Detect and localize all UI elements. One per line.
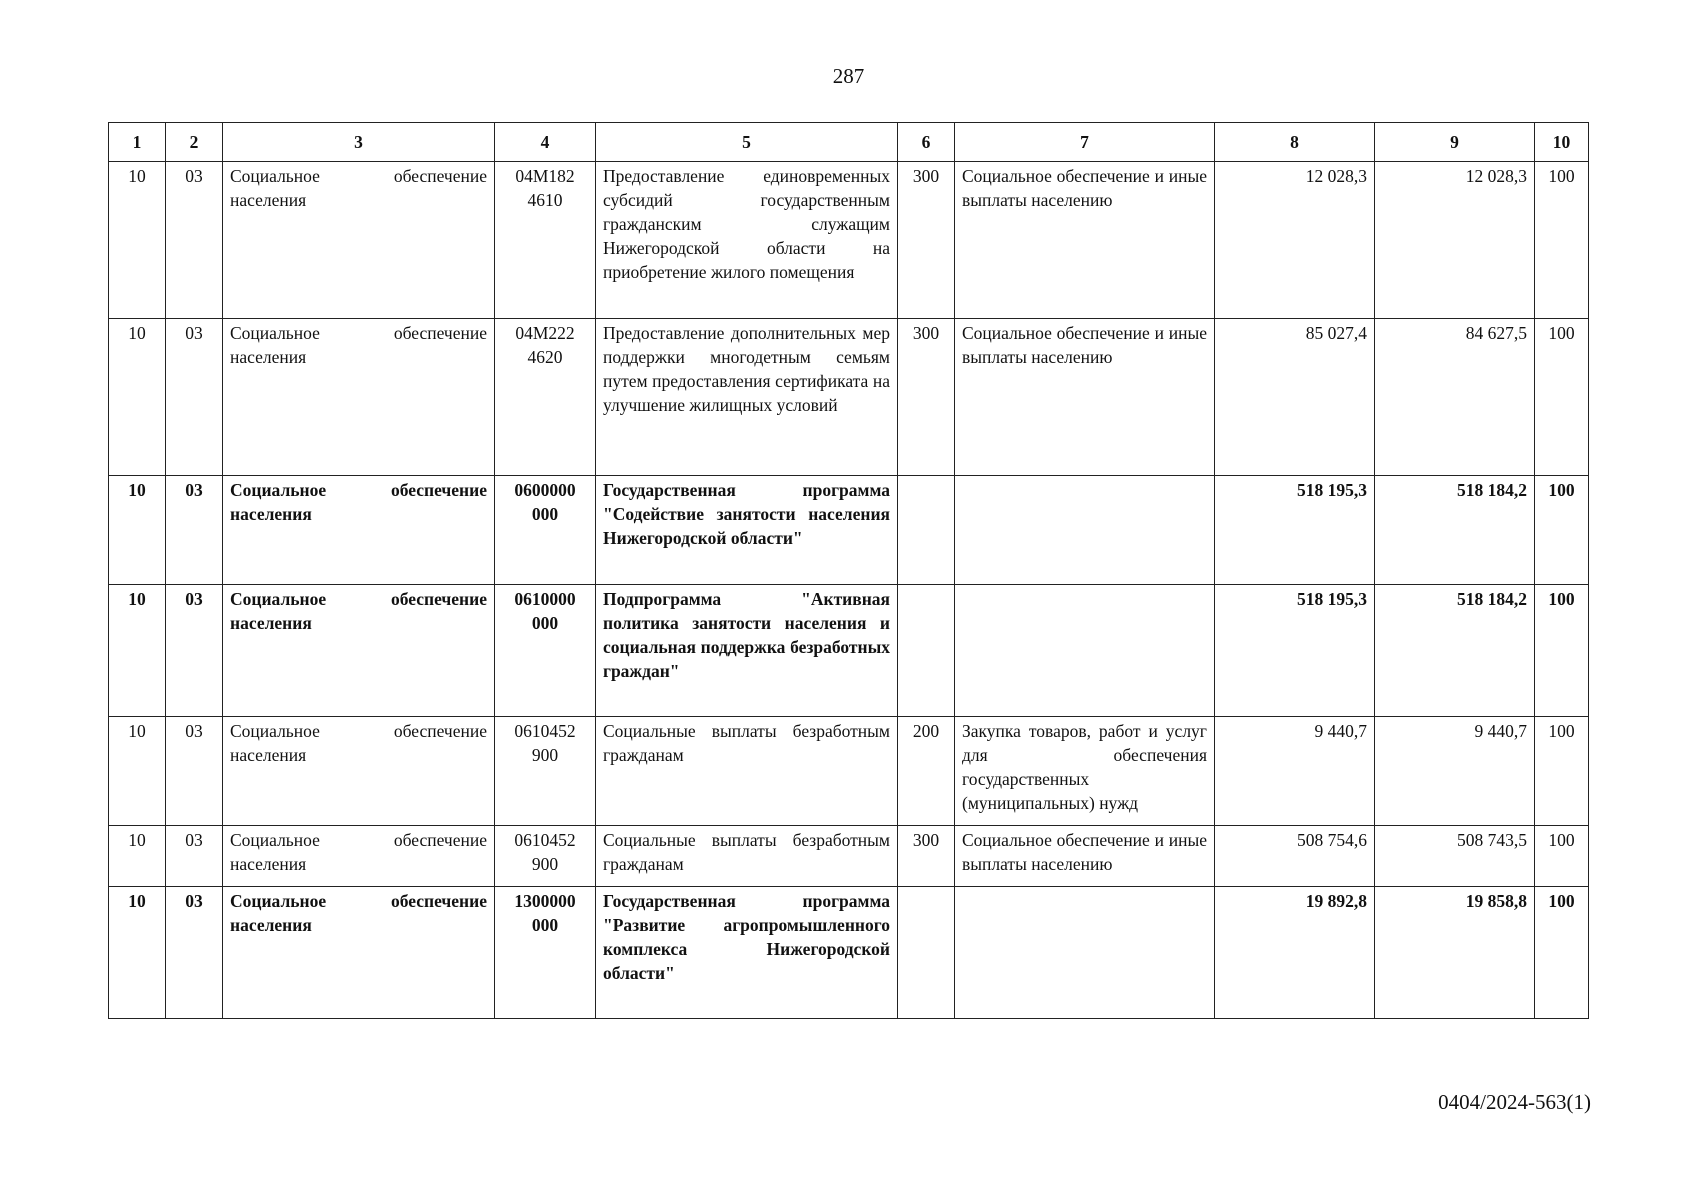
column-header: 6 xyxy=(898,123,955,162)
page-number: 287 xyxy=(832,64,865,88)
cell-subsection: 03 xyxy=(166,476,223,585)
cell-planned: 518 195,3 xyxy=(1215,585,1375,717)
cell-percent: 100 xyxy=(1535,887,1589,1019)
cell-percent: 100 xyxy=(1535,585,1589,717)
cell-planned: 19 892,8 xyxy=(1215,887,1375,1019)
cell-section: 10 xyxy=(109,826,166,887)
table-row xyxy=(109,826,1589,887)
cell-section-name: Социальное обеспечение населения xyxy=(223,585,495,717)
cell-planned: 12 028,3 xyxy=(1215,162,1375,319)
cell-planned: 9 440,7 xyxy=(1215,717,1375,826)
cell-subsection: 03 xyxy=(166,717,223,826)
cell-expense-type: 300 xyxy=(898,826,955,887)
cell-percent: 100 xyxy=(1535,162,1589,319)
table-row xyxy=(109,162,1589,319)
cell-subsection: 03 xyxy=(166,585,223,717)
cell-subsection: 03 xyxy=(166,319,223,476)
cell-target-name: Подпрограмма "Активная политика занятости населения и социальная поддержка безработных граждан" xyxy=(596,585,898,717)
cell-expense-type-name: Социальное обеспечение и иные выплаты населению xyxy=(955,826,1215,887)
cell-executed: 508 743,5 xyxy=(1375,826,1535,887)
column-header: 2 xyxy=(166,123,223,162)
cell-target-name: Государственная программа "Развитие агропромышленного комплекса Нижегородской области" xyxy=(596,887,898,1019)
column-header: 4 xyxy=(495,123,596,162)
cell-expense-type: 300 xyxy=(898,319,955,476)
cell-target-code: 0600000 000 xyxy=(495,476,596,585)
cell-planned: 508 754,6 xyxy=(1215,826,1375,887)
column-header: 5 xyxy=(596,123,898,162)
cell-expense-type-name: Социальное обеспечение и иные выплаты населению xyxy=(955,319,1215,476)
cell-section: 10 xyxy=(109,319,166,476)
cell-percent: 100 xyxy=(1535,717,1589,826)
cell-subsection: 03 xyxy=(166,162,223,319)
cell-section-name: Социальное обеспечение населения xyxy=(223,162,495,319)
cell-executed: 12 028,3 xyxy=(1375,162,1535,319)
cell-expense-type: 300 xyxy=(898,162,955,319)
cell-section-name: Социальное обеспечение населения xyxy=(223,476,495,585)
document-code: 0404/2024-563(1) xyxy=(1438,1090,1591,1114)
cell-expense-type xyxy=(898,476,955,585)
cell-target-name: Предоставление дополнительных мер поддержки многодетным семьям путем предоставления сертификата на улучшение жилищных условий xyxy=(596,319,898,476)
cell-executed: 518 184,2 xyxy=(1375,476,1535,585)
cell-section: 10 xyxy=(109,162,166,319)
budget-table xyxy=(108,122,1589,1019)
cell-section-name: Социальное обеспечение населения xyxy=(223,717,495,826)
cell-executed: 84 627,5 xyxy=(1375,319,1535,476)
table-header-row xyxy=(109,123,1589,162)
cell-expense-type-name: Закупка товаров, работ и услуг для обеспечения государственных (муниципальных) нужд xyxy=(955,717,1215,826)
table-row xyxy=(109,717,1589,826)
column-header: 9 xyxy=(1375,123,1535,162)
cell-expense-type-name xyxy=(955,585,1215,717)
cell-planned: 85 027,4 xyxy=(1215,319,1375,476)
cell-subsection: 03 xyxy=(166,887,223,1019)
cell-percent: 100 xyxy=(1535,826,1589,887)
cell-target-name: Социальные выплаты безработным гражданам xyxy=(596,717,898,826)
cell-percent: 100 xyxy=(1535,476,1589,585)
cell-target-code: 04М222 4620 xyxy=(495,319,596,476)
cell-target-name: Социальные выплаты безработным гражданам xyxy=(596,826,898,887)
cell-target-code: 1300000 000 xyxy=(495,887,596,1019)
cell-section-name: Социальное обеспечение населения xyxy=(223,887,495,1019)
column-header: 3 xyxy=(223,123,495,162)
cell-section: 10 xyxy=(109,476,166,585)
cell-subsection: 03 xyxy=(166,826,223,887)
cell-expense-type-name xyxy=(955,887,1215,1019)
cell-expense-type-name xyxy=(955,476,1215,585)
cell-percent: 100 xyxy=(1535,319,1589,476)
table-row xyxy=(109,887,1589,1019)
cell-expense-type xyxy=(898,585,955,717)
cell-executed: 9 440,7 xyxy=(1375,717,1535,826)
table-row xyxy=(109,476,1589,585)
cell-section-name: Социальное обеспечение населения xyxy=(223,319,495,476)
cell-target-code: 0610452 900 xyxy=(495,717,596,826)
column-header: 7 xyxy=(955,123,1215,162)
cell-section: 10 xyxy=(109,887,166,1019)
table-row xyxy=(109,585,1589,717)
column-header: 1 xyxy=(109,123,166,162)
cell-planned: 518 195,3 xyxy=(1215,476,1375,585)
cell-target-code: 04М182 4610 xyxy=(495,162,596,319)
cell-section-name: Социальное обеспечение населения xyxy=(223,826,495,887)
cell-target-code: 0610000 000 xyxy=(495,585,596,717)
cell-target-name: Предоставление единовременных субсидий государственным гражданским служащим Нижегородской области на приобретение жилого помещения xyxy=(596,162,898,319)
column-header: 8 xyxy=(1215,123,1375,162)
cell-expense-type: 200 xyxy=(898,717,955,826)
cell-target-name: Государственная программа "Содействие занятости населения Нижегородской области" xyxy=(596,476,898,585)
column-header: 10 xyxy=(1535,123,1589,162)
cell-section: 10 xyxy=(109,717,166,826)
cell-expense-type-name: Социальное обеспечение и иные выплаты населению xyxy=(955,162,1215,319)
cell-expense-type xyxy=(898,887,955,1019)
cell-target-code: 0610452 900 xyxy=(495,826,596,887)
cell-executed: 518 184,2 xyxy=(1375,585,1535,717)
cell-executed: 19 858,8 xyxy=(1375,887,1535,1019)
cell-section: 10 xyxy=(109,585,166,717)
table-row xyxy=(109,319,1589,476)
